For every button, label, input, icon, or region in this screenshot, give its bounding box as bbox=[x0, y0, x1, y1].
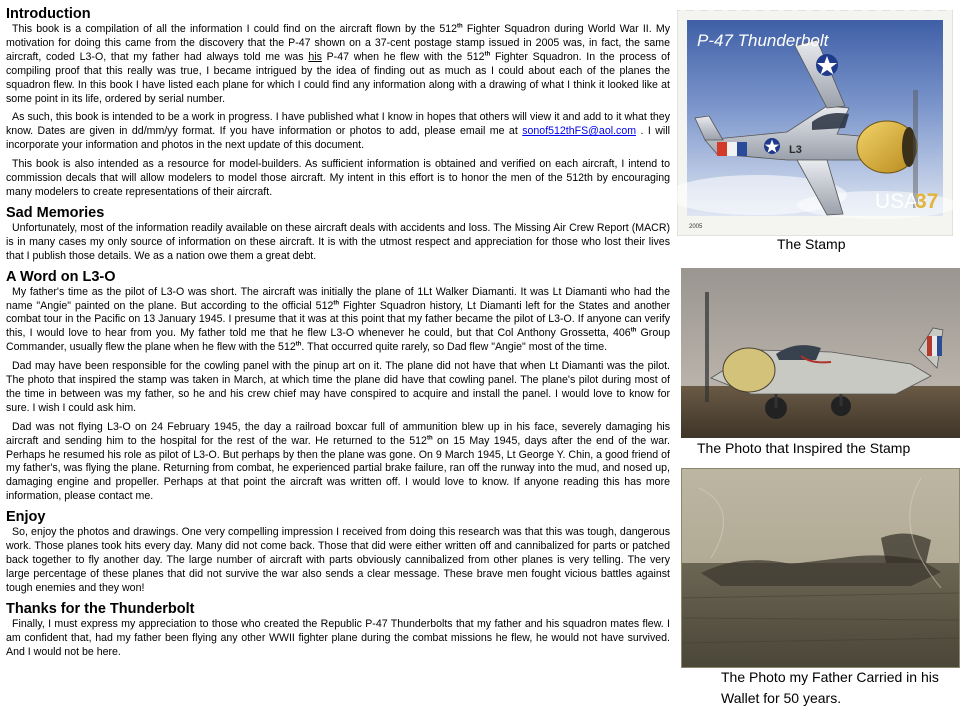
sad-memories-paragraph: Unfortunately, most of the information readily available on these aircraft deals with accidents and loss. The Missing Air Crew Report (MACR) is in many cases my only source of information on these aircraft. It is with the utmost respect and appreciation for those who lost their lives that I publish those details. We as a nation owe them a great debt. bbox=[6, 221, 670, 262]
stamp-image bbox=[677, 10, 953, 240]
stamp-value-label: 37 bbox=[915, 190, 939, 213]
text-run: on 15 May 1945, days after the end of the war. Perhaps he resumed his role as pilot of L3-O. But perhaps by then the plane was gone. On 9 March 1945, Lt George Y. Chin, a good friend of my father's, was flying the plane. Returning from combat, he experienced partial brake failure, ran off the runway into the mud, and nosed up, damaging engine and propeller. Perhaps at that point the aircraft was written off. I would love to know. If anyone reading this has more information, please contact me. bbox=[6, 434, 670, 503]
text-run: As such, this book is intended to be a work in progress. I have published what I know in hopes that others will view it and add to it what they know. Dates are given in dd/mm/yy format. If you have information or photos to add, please email me at bbox=[6, 111, 670, 138]
heading-thanks: Thanks for the Thunderbolt bbox=[6, 600, 195, 617]
l3o-paragraph-1 bbox=[6, 286, 670, 356]
ordinal-suffix: th bbox=[295, 341, 302, 348]
ordinal-suffix: th bbox=[484, 51, 491, 58]
text-run: Fighter Squadron. In the process of compiling proof that this really was true, I became intrigued by the idea of finding out as much as I could about each of the planes the squadron flew. In this book I have listed each plane for which I could find any information along with a drawing of what I think it looked like at some point in its life, ordered by serial number. bbox=[6, 50, 670, 105]
ordinal-suffix: th bbox=[630, 327, 637, 334]
heading-sad-memories: Sad Memories bbox=[6, 204, 105, 221]
l3o-paragraph-2: Dad may have been responsible for the cowling panel with the pinup art on it. The plane did not have that when Lt Diamanti was the pilot. The photo that inspired the stamp was taken in March, at which time the plane did have that cowling panel. The plane's pilot during most of the time in between was my father, so he and his crew chief may have conspired to acquire and install the panel. I would love to know for sure. I wish I could ask him. bbox=[6, 360, 670, 414]
text-run: . I will incorporate your information and photos in the next update of this document. bbox=[6, 125, 670, 152]
text-run: Fighter Squadron history, Lt Diamanti left for the States and another combat tour in the Pacific on 13 January 1945. I presume that it was at this point that my father became the pilot of L3-O. If anyone can verify this, I would love to hear from you. My father told me that he flew L3-O whenever he could, but that Col Anthony Grossetta, 406 bbox=[6, 299, 670, 340]
intro-paragraph-3: This book is also intended as a resource for model-builders. As sufficient information is obtained and verified on each aircraft, I intend to commission decals that will allow modelers to model those aircraft. My intent in this effort is to honor the men of the 512th by encouraging many modelers to create representations of their aircraft. bbox=[6, 158, 670, 198]
figure-column bbox=[677, 6, 960, 720]
wallet-photo-caption: The Photo my Father Carried in his Wallet for 50 years. bbox=[721, 669, 939, 706]
wallet-photo bbox=[681, 468, 960, 668]
text-run: This book is a compilation of all the information I could find on the aircraft flown by the 512 bbox=[12, 23, 458, 35]
text-run: My father's time as the pilot of L3-O was short. The aircraft was initially the plane of 1Lt Walker Diamanti. It was Lt Diamanti who had the name "Angie" painted on the plane. But according to the official 512 bbox=[6, 285, 670, 312]
text-run: P-47 when he flew with the 512 bbox=[321, 50, 485, 63]
document-text bbox=[6, 6, 670, 716]
stamp-title: P-47 Thunderbolt bbox=[697, 31, 829, 50]
stamp-usa-label: USA bbox=[875, 190, 919, 213]
stamp-plane-code: L3 bbox=[789, 144, 802, 156]
text-run: Group Commander, usually flew the plane when he flew with the 512 bbox=[6, 327, 670, 354]
ordinal-suffix: th bbox=[457, 23, 463, 30]
stamp-illustration bbox=[677, 10, 953, 236]
inspiration-photo-caption: The Photo that Inspired the Stamp bbox=[697, 440, 911, 456]
intro-paragraph-1 bbox=[6, 23, 670, 106]
ordinal-suffix: th bbox=[426, 435, 433, 442]
email-link[interactable]: sonof512thFS@aol.com bbox=[522, 125, 637, 138]
wallet-photo-image bbox=[681, 468, 960, 668]
stamp-caption: The Stamp bbox=[777, 236, 846, 252]
intro-paragraph-2 bbox=[6, 111, 670, 153]
inspiration-photo-image bbox=[681, 268, 960, 438]
underlined-word: his bbox=[308, 50, 322, 63]
stamp-year: 2005 bbox=[689, 224, 703, 230]
text-run: Fighter Squadron during World War II. My motivation for doing this came from the discovery that the P-47 shown on a 37-cent postage stamp issued in 2005 was, in fact, the same aircraft, coded L3-O, that my father had always told me was bbox=[6, 23, 670, 63]
heading-l3o: A Word on L3-O bbox=[6, 268, 116, 285]
heading-enjoy: Enjoy bbox=[6, 509, 46, 526]
thanks-paragraph: Finally, I must express my appreciation to those who created the Republic P-47 Thunderbolts that my father and his squadron mates flew. I am confident that, had my father been flying any other WWII fighter plane during the combat missions he flew, he would not have survived. And I would not be here. bbox=[6, 617, 670, 658]
l3o-paragraph-3 bbox=[6, 421, 670, 504]
heading-introduction: Introduction bbox=[6, 6, 91, 22]
enjoy-paragraph: So, enjoy the photos and drawings. One very compelling impression I received from doing this research was that this was tough, dangerous work. Those planes took hits every day. Many did not come back. Those that did were either written off and cannibalized for parts or patched back together to fly another day. The large number of aircraft with parts obviously cannibalized from other planes is very telling. The very large percentage of these planes that did not survive the war also sends a clear message. These brave men fought vicious battles against tough enemies and they won! bbox=[6, 526, 670, 594]
ordinal-suffix: th bbox=[333, 299, 340, 306]
text-run: Dad was not flying L3-O on 24 February 1945, the day a railroad boxcar full of ammunition blew up in his face, severely damaging his aircraft and sending him to the hospital for the rest of the war. He returned to the 512 bbox=[6, 420, 670, 447]
inspiration-photo bbox=[681, 268, 960, 438]
text-run: . That occurred quite rarely, so Dad flew "Angie" most of the time. bbox=[301, 341, 608, 354]
